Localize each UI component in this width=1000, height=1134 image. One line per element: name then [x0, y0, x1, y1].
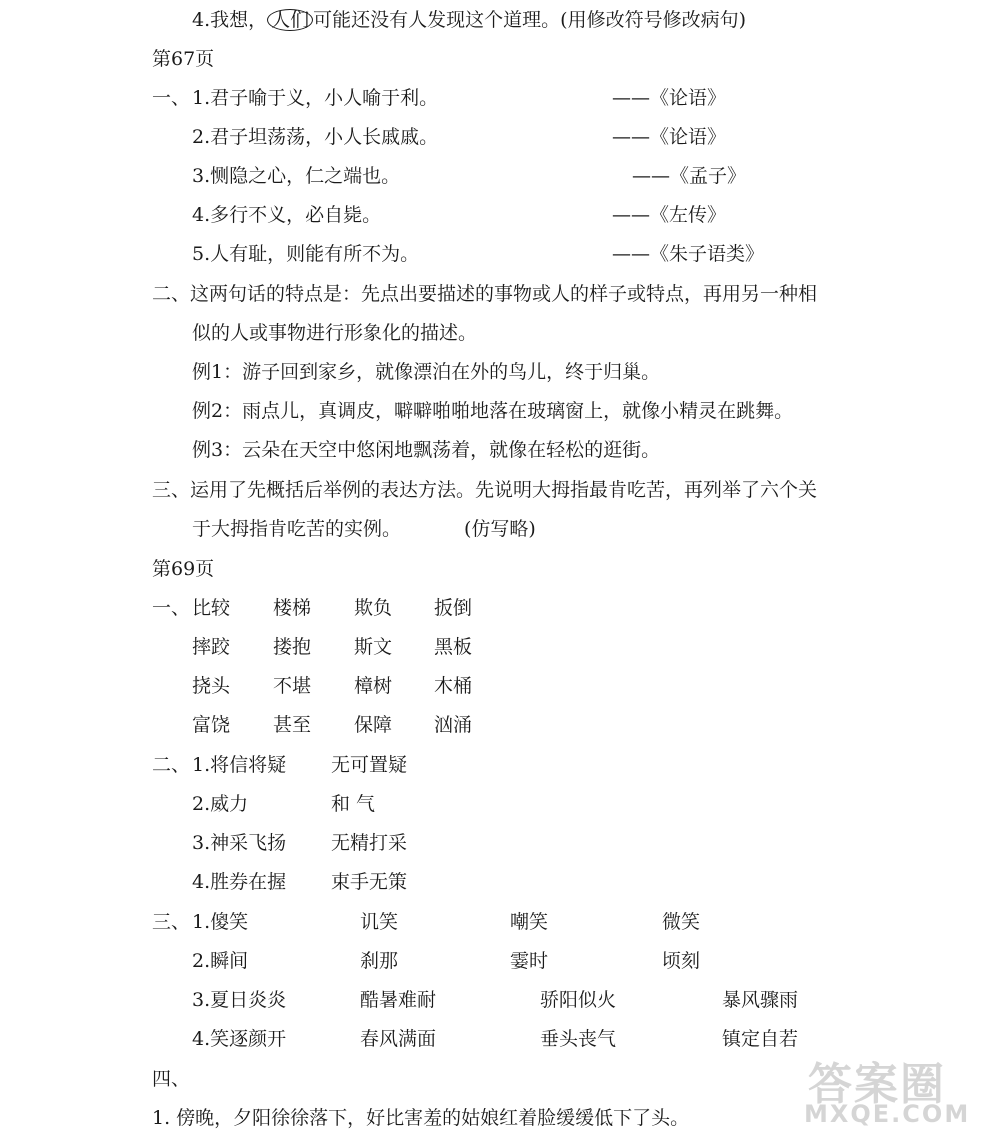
- quote-text: 4.多行不义，必自毙。: [192, 204, 382, 226]
- p67-s1-prefix: 一、: [152, 87, 191, 109]
- quote-source: ——《论语》: [612, 126, 727, 148]
- idiom-cell: 和 气: [331, 793, 376, 815]
- word-cell: 樟树: [354, 675, 393, 697]
- word-cell: 刹那: [360, 950, 399, 972]
- word-cell: 2.瞬间: [192, 950, 249, 972]
- word-cell: 挠头: [192, 675, 231, 697]
- example-3: 例3：云朵在天空中悠闲地飘荡着，就像在轻松的逛街。: [192, 439, 661, 461]
- word-cell: 垂头丧气: [540, 1028, 617, 1050]
- word-cell: 摔跤: [192, 636, 231, 658]
- word-cell: 1.傻笑: [192, 911, 249, 933]
- word-cell: 斯文: [354, 636, 393, 658]
- word-cell: 搂抱: [273, 636, 312, 658]
- quote-source: ——《左传》: [612, 204, 727, 226]
- p67-s2-line1: 二、这两句话的特点是：先点出要描述的事物或人的样子或特点，再用另一种相: [152, 283, 818, 305]
- word-cell: 4.笑逐颜开: [192, 1028, 287, 1050]
- idiom-cell: 无精打采: [331, 832, 408, 854]
- word-cell: 不堪: [273, 675, 312, 697]
- correction-line: [192, 8, 746, 32]
- idiom-cell: 束手无策: [331, 871, 408, 893]
- quote-source: ——《孟子》: [632, 165, 747, 187]
- word-cell: 讥笑: [360, 911, 399, 933]
- quote-text: 3.恻隐之心，仁之端也。: [192, 165, 401, 187]
- word-cell: 保障: [354, 714, 393, 736]
- idiom-cell: 1.将信将疑: [192, 754, 287, 776]
- word-cell: 富饶: [192, 714, 231, 736]
- word-cell: 骄阳似火: [540, 989, 617, 1011]
- p67-s3-line1: 三、运用了先概括后举例的表达方法。先说明大拇指最肯吃苦，再列举了六个关: [152, 479, 818, 501]
- word-cell: 酷暑难耐: [360, 989, 437, 1011]
- word-cell: 暴风骤雨: [722, 989, 799, 1011]
- watermark-url: MXQE.COM: [804, 1100, 971, 1128]
- word-cell: 春风满面: [360, 1028, 437, 1050]
- word-cell: 3.夏日炎炎: [192, 989, 287, 1011]
- quote-text: 2.君子坦荡荡，小人长戚戚。: [192, 126, 439, 148]
- quote-source: ——《朱子语类》: [612, 243, 765, 265]
- word-cell: 微笑: [662, 911, 701, 933]
- quote-text: 1.君子喻于义，小人喻于利。: [192, 87, 439, 109]
- idiom-cell: 4.胜券在握: [192, 871, 287, 893]
- idiom-cell: 2.威力: [192, 793, 249, 815]
- example-2: 例2：雨点儿，真调皮，噼噼啪啪地落在玻璃窗上，就像小精灵在跳舞。: [192, 400, 794, 422]
- watermark-logo-text: 答案圈: [808, 1059, 946, 1110]
- quote-text: 5.人有耻，则能有所不为。: [192, 243, 420, 265]
- page-69-header: 第69页: [152, 558, 215, 580]
- word-cell: 欺负: [354, 597, 393, 619]
- word-cell: 汹涌: [434, 714, 473, 736]
- word-cell: 嘲笑: [510, 911, 549, 933]
- p67-s2-line2: 似的人或事物进行形象化的描述。: [192, 322, 478, 344]
- example-1: 例1：游子回到家乡，就像漂泊在外的鸟儿，终于归巢。: [192, 361, 661, 383]
- word-cell: 甚至: [273, 714, 312, 736]
- correction-text-after: 可能还没有人发现这个道理。(用修改符号修改病句): [313, 9, 746, 31]
- p69-s4-line1: 1. 傍晚，夕阳徐徐落下，好比害羞的姑娘红着脸缓缓低下了头。: [152, 1107, 690, 1129]
- word-cell: 黑板: [434, 636, 473, 658]
- word-cell: 楼梯: [273, 597, 312, 619]
- idiom-cell: 无可置疑: [331, 754, 408, 776]
- page-67-header: 第67页: [152, 48, 215, 70]
- word-cell: 镇定自若: [722, 1028, 799, 1050]
- p67-s3-note: (仿写略): [464, 518, 536, 540]
- p69-s4-prefix: 四、: [152, 1068, 191, 1090]
- p69-s1-prefix: 一、: [152, 597, 191, 619]
- p69-s3-prefix: 三、: [152, 911, 191, 933]
- circled-word: 人们: [267, 9, 313, 31]
- correction-text-before: 4.我想，: [192, 9, 268, 31]
- word-cell: 木桶: [434, 675, 473, 697]
- word-cell: 顷刻: [662, 950, 701, 972]
- watermark: [798, 1048, 988, 1128]
- word-cell: 扳倒: [434, 597, 473, 619]
- p67-s3-line2: 于大拇指肯吃苦的实例。: [192, 518, 402, 540]
- p69-s2-prefix: 二、: [152, 754, 191, 776]
- idiom-cell: 3.神采飞扬: [192, 832, 287, 854]
- word-cell: 比较: [192, 597, 231, 619]
- quote-source: ——《论语》: [612, 87, 727, 109]
- word-cell: 霎时: [510, 950, 549, 972]
